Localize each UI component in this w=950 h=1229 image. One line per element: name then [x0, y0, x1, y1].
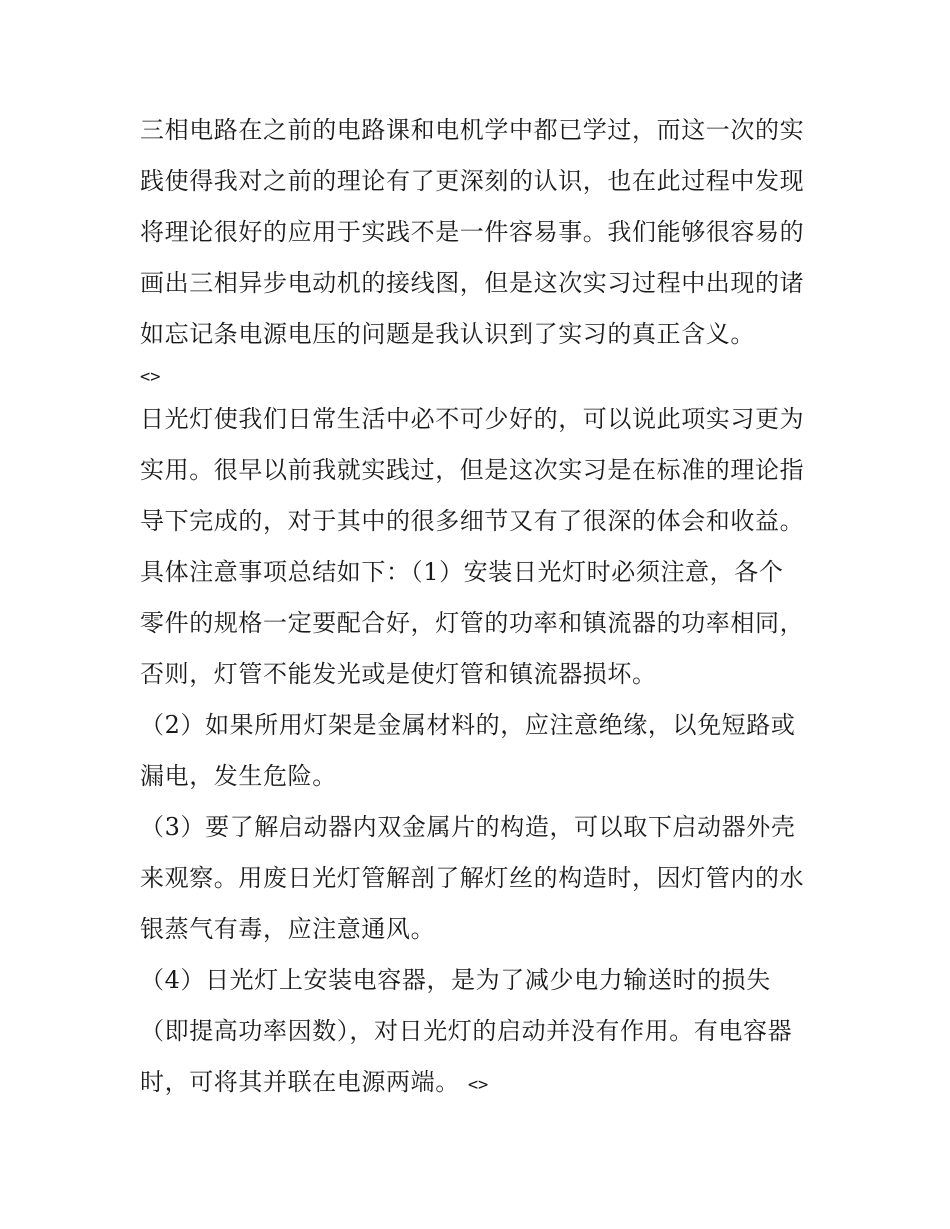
text-line-content: 时，可将其并联在电源两端。: [140, 1068, 460, 1096]
text-line: 零件的规格一定要配合好，灯管的功率和镇流器的功率相同，: [140, 609, 805, 637]
paragraph-fluorescent-lamp: [140, 394, 820, 700]
text-line: （3）要了解启动器内双金属片的构造，可以取下启动器外壳: [140, 813, 796, 841]
text-line: 如忘记条电源电压的问题是我认识到了实习的真正含义。: [140, 320, 755, 348]
text-line: 实用。很早以前我就实践过，但是这次实习是在标准的理论指: [140, 456, 805, 484]
text-line: 来观察。用废日光灯管解剖了解灯丝的构造时，因灯管内的水: [140, 864, 805, 892]
text-line: 否则，灯管不能发光或是使灯管和镇流器损坏。: [140, 660, 657, 688]
text-line: 画出三相异步电动机的接线图，但是这次实习过程中出现的诸: [140, 269, 805, 297]
note-item-3: [140, 802, 820, 955]
text-line: （即提高功率因数），对日光灯的启动并没有作用。有电容器: [140, 1017, 793, 1045]
text-line: 三相电路在之前的电路课和电机学中都已学过，而这一次的实: [140, 116, 805, 144]
text-line: 具体注意事项总结如下：（1）安装日光灯时必须注意，各个: [140, 558, 784, 586]
text-line: 践使得我对之前的理论有了更深刻的认识，也在此过程中发现: [140, 167, 805, 195]
section-marker: <>: [140, 367, 161, 387]
text-line: 漏电，发生危险。: [140, 762, 337, 790]
text-line: 将理论很好的应用于实践不是一件容易事。我们能够很容易的: [140, 218, 805, 246]
paragraph-three-phase-circuit: [140, 105, 820, 360]
text-line: （2）如果所用灯架是金属材料的，应注意绝缘，以免短路或: [140, 711, 796, 739]
text-line: 银蒸气有毒，应注意通风。: [140, 915, 436, 943]
document-page: [140, 105, 820, 1108]
note-item-4: [140, 955, 820, 1108]
text-line-last: [140, 1057, 820, 1108]
text-line: 日光灯使我们日常生活中必不可少好的，可以说此项实习更为: [140, 405, 805, 433]
note-item-2: [140, 700, 820, 802]
text-line: 导下完成的，对于其中的很多细节又有了很深的体会和收益。: [140, 507, 805, 535]
section-marker: <>: [467, 1075, 489, 1095]
text-line: （4）日光灯上安装电容器，是为了减少电力输送时的损失: [140, 966, 771, 994]
